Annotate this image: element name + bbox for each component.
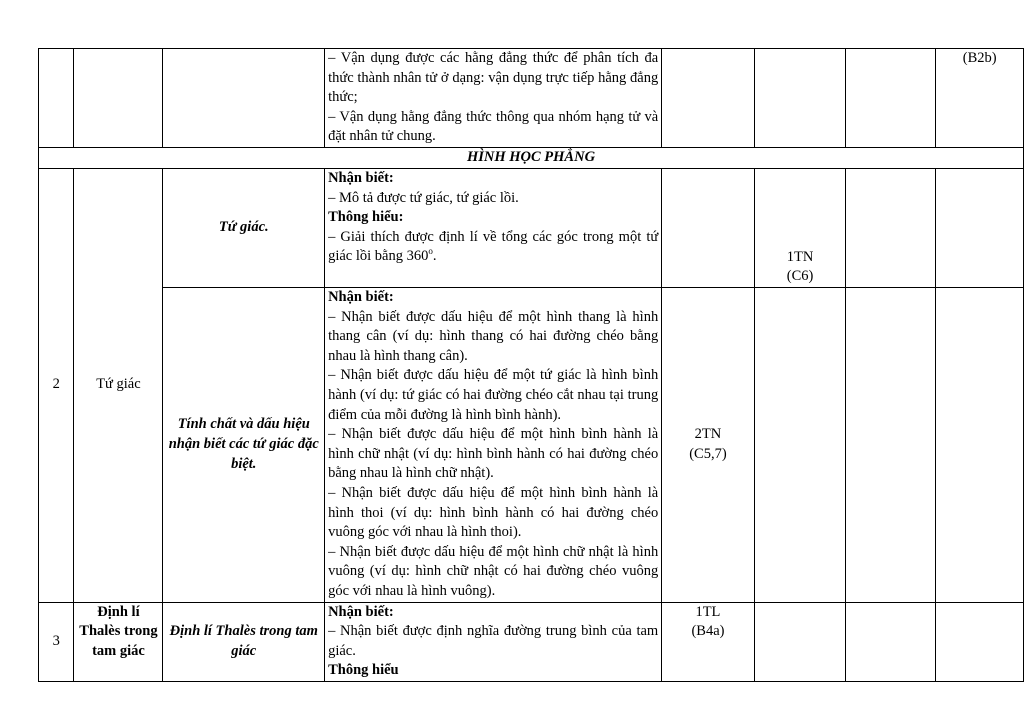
requirement-line: – Vận dụng hằng đẳng thức thông qua nhóm hạng tử và đặt nhân tử chung.	[328, 108, 659, 145]
question-count: 2TN	[694, 426, 722, 443]
vandung-cell	[846, 602, 936, 681]
vandung-cell	[846, 288, 936, 603]
question-ref: (B4a)	[691, 623, 725, 640]
table-row	[39, 169, 1024, 288]
stt-cell: 2	[39, 169, 74, 603]
stt-cell: 3	[39, 602, 74, 681]
unit-name: Tính chất và dấu hiệu nhận biết các tứ giác đặc biệt.	[168, 416, 319, 472]
question-ref: (C5,7)	[689, 445, 727, 462]
requirement-line: – Mô tả được tứ giác, tứ giác lồi.	[328, 189, 519, 206]
unit-cell	[163, 602, 325, 681]
level-title: Nhận biết:	[328, 603, 394, 620]
nhanbiet-cell	[662, 602, 754, 681]
nhanbiet-cell	[662, 288, 754, 603]
table-row	[39, 49, 1024, 148]
requirement-line: – Giải thích được định lí về tổng các góc trong một tứ giác lồi bằng 360$^o$.	[328, 228, 659, 265]
level-title: Nhận biết:	[328, 170, 394, 186]
thonghieu-cell	[754, 169, 846, 288]
topic-cell	[74, 49, 163, 148]
topic-cell: Định lí Thalès trong tam giác	[74, 602, 163, 681]
vandungcao-cell	[936, 49, 1024, 148]
topic-cell: Tứ giác	[74, 169, 163, 603]
requirement-cell	[325, 288, 662, 603]
level-title: Thông hiểu:	[328, 209, 404, 226]
thonghieu-cell	[754, 602, 846, 681]
question-count: 1TL	[695, 603, 721, 620]
requirement-line: – Nhận biết được dấu hiệu để một hình chữ nhật là hình vuông (ví dụ: hình chữ nhật có hai đường chéo vuông góc với nhau là hình vuông).	[328, 543, 659, 599]
thonghieu-cell	[754, 288, 846, 603]
vandungcao-cell	[936, 602, 1024, 681]
requirement-line: – Nhận biết được dấu hiệu để một hình bình hành là hình chữ nhật (ví dụ: hình bình hành có hai đường chéo bằng nhau là hình chữ nhật).	[328, 426, 659, 482]
requirement-line: – Nhận biết được định nghĩa đường trung bình của tam giác.	[328, 623, 659, 659]
section-row	[39, 148, 1024, 169]
vandungcao-cell	[936, 169, 1024, 288]
vandung-cell	[846, 169, 936, 288]
unit-name: Định lí Thalès trong tam giác	[169, 623, 318, 659]
requirement-cell	[325, 602, 662, 681]
question-count: 1TN	[786, 248, 814, 265]
unit-name: Tứ giác.	[218, 219, 269, 236]
unit-cell	[163, 169, 325, 288]
requirement-line: – Nhận biết được dấu hiệu để một hình bình hành là hình thoi (ví dụ: hình bình hành có hai đường chéo vuông góc với nhau là hình thoi).	[328, 484, 659, 541]
unit-cell	[163, 49, 325, 148]
vandungcao-cell	[936, 288, 1024, 603]
requirement-line: – Nhận biết được dấu hiệu để một hình thang là hình thang cân (ví dụ: hình thang có hai đường chéo bằng nhau là hình thang cân).	[328, 308, 659, 364]
question-ref: (B2b)	[962, 50, 997, 66]
requirement-cell	[325, 49, 662, 148]
degree-sup: o	[428, 246, 433, 257]
nhanbiet-cell	[662, 169, 754, 288]
thonghieu-cell	[754, 49, 846, 148]
table-row	[39, 288, 1024, 603]
matrix-table	[38, 48, 1024, 682]
stt-cell	[39, 49, 74, 148]
question-ref: (C6)	[786, 268, 814, 285]
level-title: Nhận biết:	[328, 289, 394, 305]
table-row	[39, 602, 1024, 681]
vandung-cell	[846, 49, 936, 148]
level-title: Thông hiểu	[328, 662, 399, 679]
requirement-cell	[325, 169, 662, 288]
section-title: HÌNH HỌC PHẲNG	[39, 148, 1024, 169]
nhanbiet-cell	[662, 49, 754, 148]
unit-cell	[163, 288, 325, 603]
requirement-line: – Nhận biết được dấu hiệu để một tứ giác là hình bình hành (ví dụ: tứ giác có hai đường chéo cắt nhau tại trung điểm của mỗi đường là hình bình hành).	[328, 367, 659, 423]
requirement-line: – Vận dụng được các hằng đẳng thức để phân tích đa thức thành nhân tử ở dạng: vận dụng trực tiếp hằng đẳng thức;	[328, 50, 659, 106]
